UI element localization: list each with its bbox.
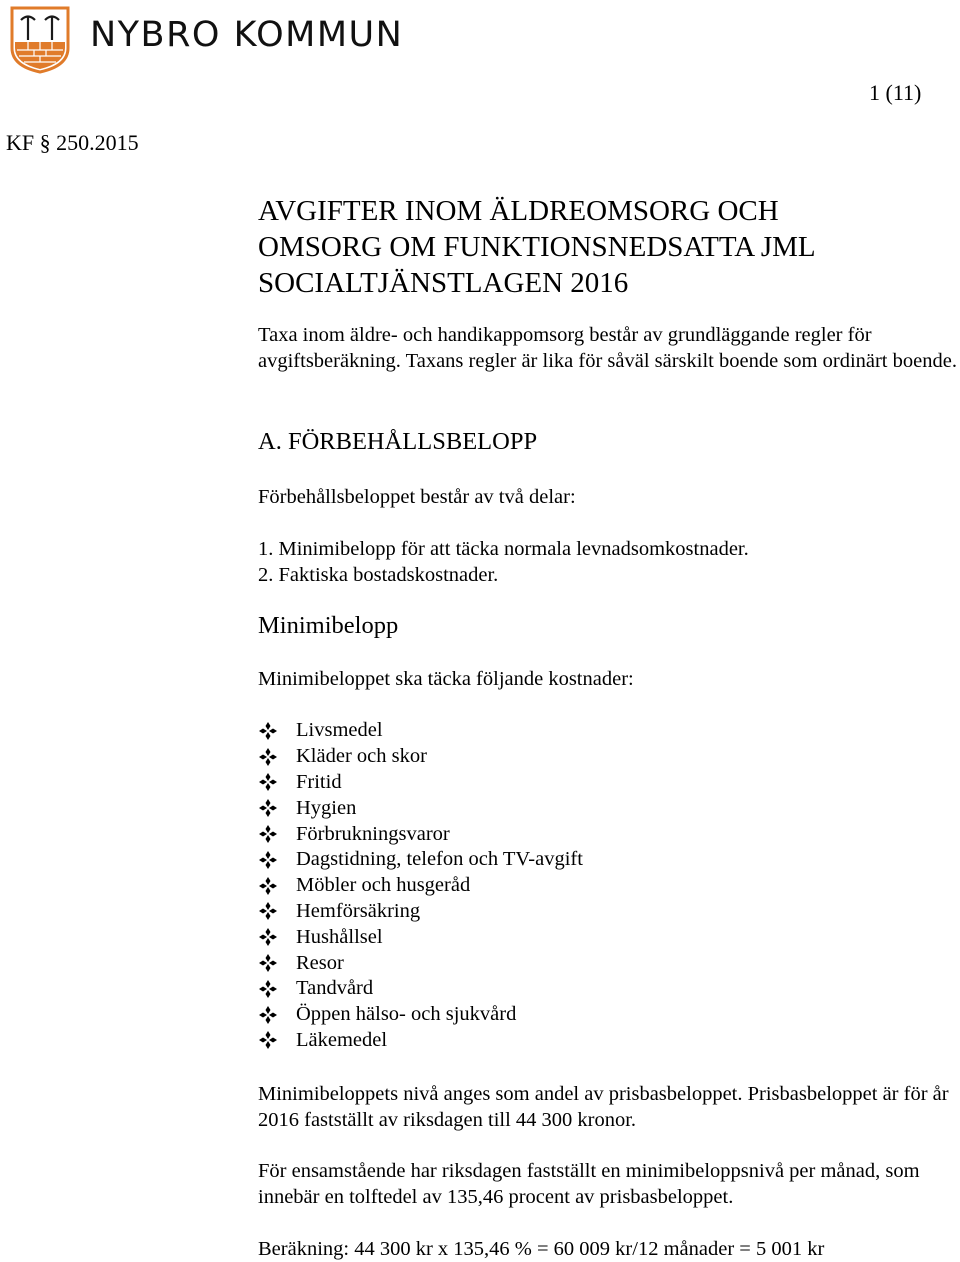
- cost-item: Hushållsel: [296, 925, 383, 948]
- list-item: [258, 1028, 583, 1054]
- four-diamond-bullet-icon: [258, 850, 296, 870]
- list-item: [258, 821, 583, 847]
- four-diamond-bullet-icon: [258, 876, 296, 896]
- list-item: [258, 795, 583, 821]
- section-a-heading: A. FÖRBEHÅLLSBELOPP: [258, 428, 538, 455]
- document-reference: KF § 250.2015: [6, 130, 139, 155]
- four-diamond-bullet-icon: [258, 772, 296, 792]
- minimibelopp-heading: Minimibelopp: [258, 612, 399, 639]
- list-item: [258, 899, 583, 925]
- list-item: [258, 976, 583, 1002]
- document-title: [258, 193, 816, 301]
- cost-item: Tandvård: [296, 977, 374, 1000]
- list-item: [258, 873, 583, 899]
- title-line: AVGIFTER INOM ÄLDREOMSORG OCH: [258, 195, 779, 227]
- brand-name: NYBRO KOMMUN: [90, 15, 404, 55]
- list-item: [258, 718, 583, 744]
- list-item: 1. Minimibelopp för att täcka normala levnadsomkostnader.: [258, 538, 749, 560]
- single-paragraph: För ensamstående har riksdagen fastställt en minimibeloppsnivå per månad, som innebär en tolftedel av 135,46 procent av prisbasbeloppet.: [258, 1160, 920, 1208]
- municipal-crest-icon: [10, 6, 70, 74]
- cost-item: Livsmedel: [296, 719, 383, 742]
- list-item: [258, 770, 583, 796]
- four-diamond-bullet-icon: [258, 798, 296, 818]
- cost-item: Resor: [296, 951, 344, 974]
- section-a-lead: Förbehållsbeloppet består av två delar:: [258, 486, 576, 508]
- list-item: 2. Faktiska bostadskostnader.: [258, 564, 499, 586]
- level-paragraph: Minimibeloppets nivå anges som andel av prisbasbeloppet. Prisbasbeloppet är för år 2016 fastställt av riksdagen till 44 300 kronor.: [258, 1083, 949, 1131]
- four-diamond-bullet-icon: [258, 979, 296, 999]
- cost-list: [258, 718, 583, 1053]
- cost-item: Möbler och husgeråd: [296, 874, 471, 897]
- title-line: OMSORG OM FUNKTIONSNEDSATTA JML: [258, 231, 816, 263]
- cost-item: Fritid: [296, 770, 342, 793]
- four-diamond-bullet-icon: [258, 1030, 296, 1050]
- cost-item: Läkemedel: [296, 1028, 388, 1051]
- intro-paragraph: Taxa inom äldre- och handikappomsorg består av grundläggande regler för avgiftsberäkning. Taxans regler är lika för såväl särskilt boende som ordinärt boende.: [258, 324, 957, 372]
- cost-item: Förbrukningsvaror: [296, 822, 450, 845]
- four-diamond-bullet-icon: [258, 747, 296, 767]
- minimibelopp-lead: Minimibeloppet ska täcka följande kostnader:: [258, 668, 634, 690]
- list-item: [258, 744, 583, 770]
- section-a-list: [258, 536, 749, 588]
- cost-item: Dagstidning, telefon och TV-avgift: [296, 848, 583, 871]
- four-diamond-bullet-icon: [258, 824, 296, 844]
- calculation-line: Beräkning: 44 300 kr x 135,46 % = 60 009 kr/12 månader = 5 001 kr: [258, 1238, 825, 1260]
- title-line: SOCIALTJÄNSTLAGEN 2016: [258, 267, 629, 299]
- cost-item: Öppen hälso- och sjukvård: [296, 1003, 517, 1026]
- page-number: 1 (11): [869, 80, 922, 105]
- cost-item: Kläder och skor: [296, 745, 427, 768]
- list-item: [258, 924, 583, 950]
- four-diamond-bullet-icon: [258, 927, 296, 947]
- list-item: [258, 847, 583, 873]
- cost-item: Hygien: [296, 796, 357, 819]
- four-diamond-bullet-icon: [258, 901, 296, 921]
- four-diamond-bullet-icon: [258, 721, 296, 741]
- list-item: [258, 950, 583, 976]
- four-diamond-bullet-icon: [258, 1005, 296, 1025]
- cost-item: Hemförsäkring: [296, 899, 421, 922]
- four-diamond-bullet-icon: [258, 953, 296, 973]
- list-item: [258, 1002, 583, 1028]
